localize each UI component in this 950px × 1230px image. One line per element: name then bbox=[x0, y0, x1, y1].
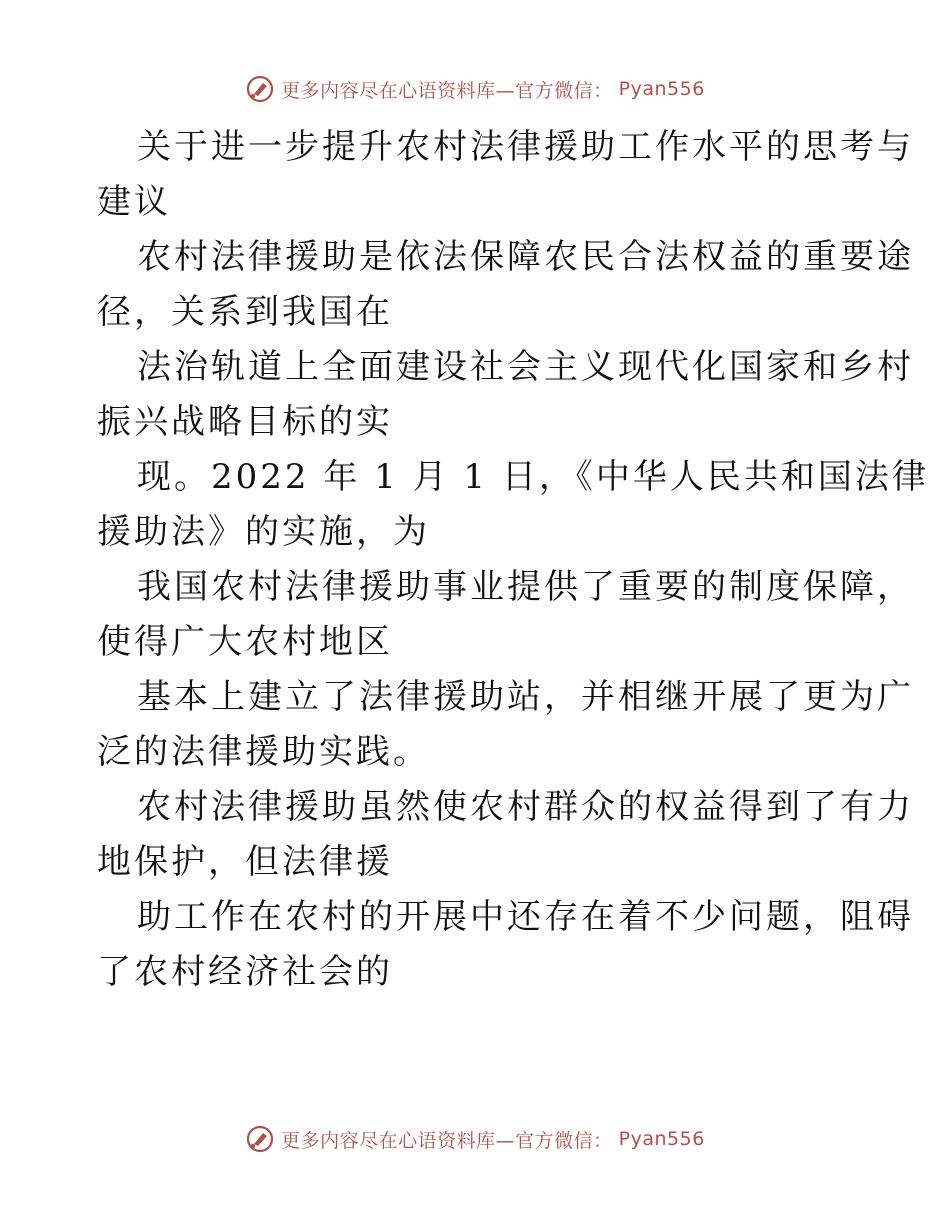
text-line: 我国农村法律援助事业提供了重要的制度保障， bbox=[137, 567, 914, 607]
text-line: 地保护，但法律援 bbox=[97, 842, 393, 882]
text-line: 泛的法律援助实践。 bbox=[97, 732, 430, 772]
text-line: 振兴战略目标的实 bbox=[97, 402, 393, 442]
text-line: 了农村经济社会的 bbox=[97, 952, 393, 992]
text-line: 援助法》的实施，为 bbox=[97, 512, 430, 552]
text-line: 助工作在农村的开展中还存在着不少问题，阻碍 bbox=[137, 897, 914, 937]
text-line: 法治轨道上全面建设社会主义现代化国家和乡村 bbox=[137, 347, 914, 387]
pen-nib-circle-icon bbox=[245, 74, 275, 104]
watermark-handle: Pyan556 bbox=[618, 1128, 705, 1150]
footer-watermark bbox=[0, 1124, 950, 1154]
document-body bbox=[97, 120, 929, 1000]
watermark-text: 更多内容尽在心语资料库—官方微信： bbox=[281, 79, 613, 102]
text-line: 使得广大农村地区 bbox=[97, 622, 393, 662]
watermark-text: 更多内容尽在心语资料库—官方微信： bbox=[281, 1129, 613, 1152]
text-line: 现。2022 年 1 月 1 日，《中华人民共和国法律 bbox=[137, 457, 929, 497]
text-line: 基本上建立了法律援助站，并相继开展了更为广 bbox=[137, 677, 914, 717]
pen-nib-circle-icon bbox=[245, 1124, 275, 1154]
text-line: 建议 bbox=[97, 182, 171, 222]
watermark-handle: Pyan556 bbox=[618, 78, 705, 100]
text-line: 径，关系到我国在 bbox=[97, 292, 393, 332]
text-line: 农村法律援助虽然使农村群众的权益得到了有力 bbox=[137, 787, 914, 827]
text-line: 关于进一步提升农村法律援助工作水平的思考与 bbox=[137, 127, 914, 167]
header-watermark bbox=[0, 74, 950, 104]
text-line: 农村法律援助是依法保障农民合法权益的重要途 bbox=[137, 237, 914, 277]
